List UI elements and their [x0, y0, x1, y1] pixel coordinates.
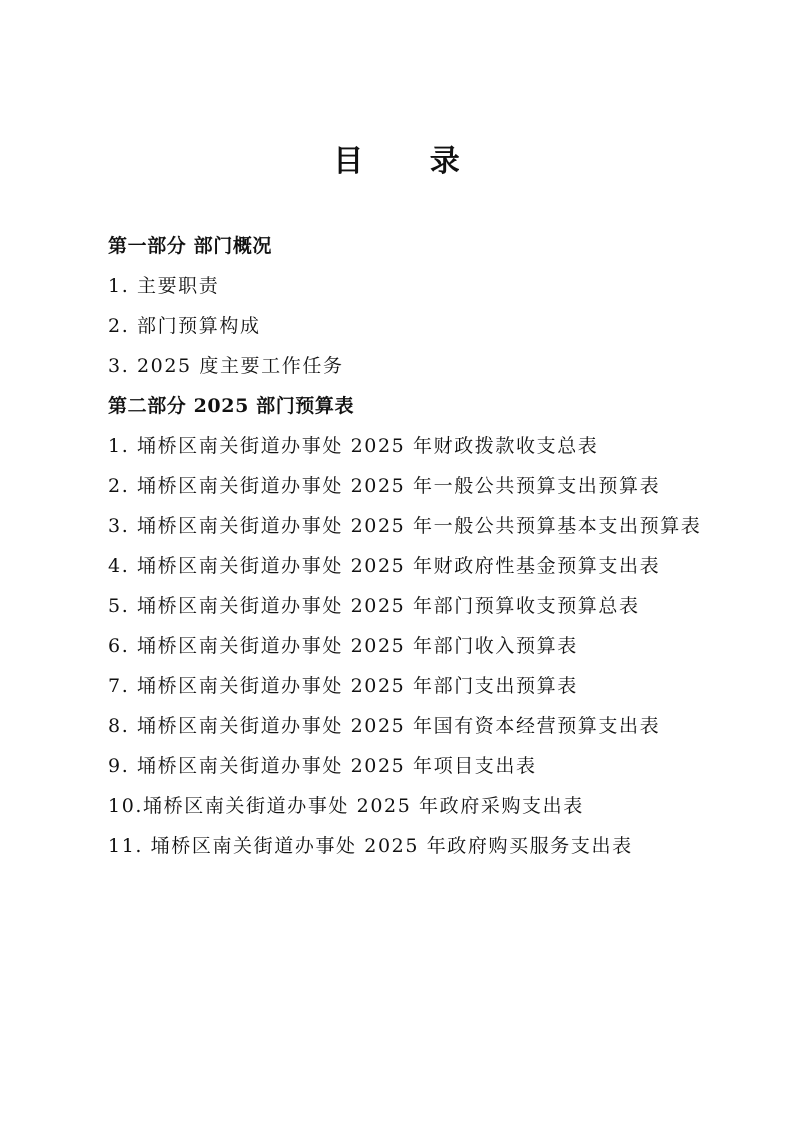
toc-entry: 4. 埇桥区南关街道办事处 2025 年财政府性基金预算支出表	[108, 555, 661, 577]
toc-entry: 1. 埇桥区南关街道办事处 2025 年财政拨款收支总表	[108, 435, 599, 457]
toc-entry: 1. 主要职责	[108, 275, 220, 297]
page-title: 目 录	[333, 144, 488, 179]
toc-part-heading: 第二部分 2025 部门预算表	[108, 395, 355, 417]
toc-entry: 9. 埇桥区南关街道办事处 2025 年项目支出表	[108, 755, 537, 777]
toc-entry: 3. 埇桥区南关街道办事处 2025 年一般公共预算基本支出预算表	[108, 515, 702, 537]
toc-entry: 5. 埇桥区南关街道办事处 2025 年部门预算收支预算总表	[108, 595, 640, 617]
table-of-contents	[108, 226, 748, 866]
toc-entry: 11. 埇桥区南关街道办事处 2025 年政府购买服务支出表	[108, 835, 633, 857]
toc-entry: 10.埇桥区南关街道办事处 2025 年政府采购支出表	[108, 795, 584, 817]
toc-entry: 6. 埇桥区南关街道办事处 2025 年部门收入预算表	[108, 635, 578, 657]
toc-entry: 2. 部门预算构成	[108, 315, 261, 337]
toc-entry: 2. 埇桥区南关街道办事处 2025 年一般公共预算支出预算表	[108, 475, 661, 497]
toc-entry: 8. 埇桥区南关街道办事处 2025 年国有资本经营预算支出表	[108, 715, 661, 737]
toc-part-heading: 第一部分 部门概况	[108, 235, 273, 257]
toc-entry: 3. 2025 度主要工作任务	[108, 355, 344, 377]
toc-entry: 7. 埇桥区南关街道办事处 2025 年部门支出预算表	[108, 675, 578, 697]
